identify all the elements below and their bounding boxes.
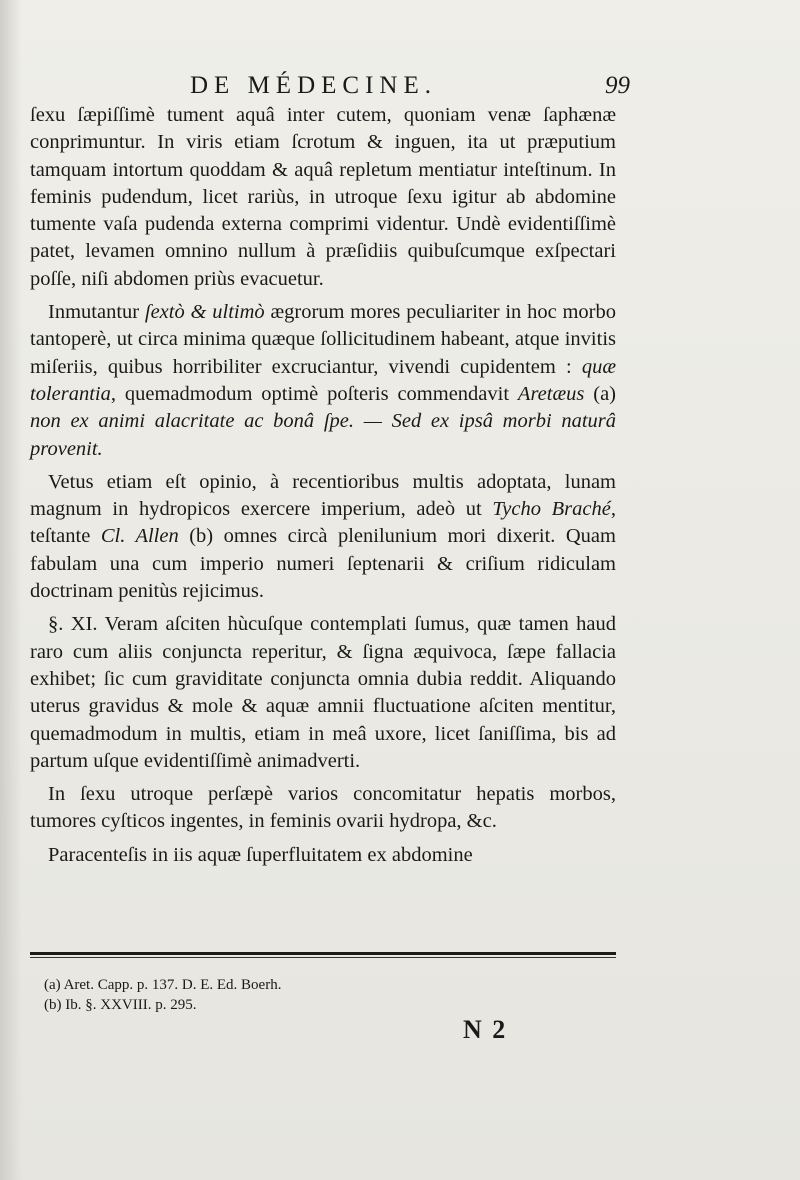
paragraph-6: Paracenteſis in iis aquæ ſuperfluitatem ex abdomine [48, 843, 473, 866]
text-run: Inmutantur [48, 301, 145, 324]
text-run: Vetus etiam eſt opinio, à recentioribus multis adoptata, lunam magnum in hydropicos exercere imperium, adeò ut [30, 470, 616, 521]
page-number: 99 [605, 72, 630, 99]
text-run: ægrorum mores peculiariter in hoc morbo tantoperè, ut circa minima quæque ſollicitudinem habeant, atque invitis miſeriis, quibus horribiliter excruciantur, vivendi cupidentem : [30, 301, 616, 378]
paragraph-1: ſexu ſæpiſſimè tument aquâ inter cutem, quoniam venæ ſaphænæ conprimuntur. In viris etiam ſcrotum & inguen, ita ut præputium tamquam intortum quoddam & aquâ repletum mentiatur inteſtinum. In feminis pudendum, licet rariùs, in utroque ſexu igitur ab abdomine tumente vaſa pudenda externa comprimi videntur. Undè evidentiſſimè patet, levamen omnino nullum à præſidiis quibuſcumque exſpectari poſſe, niſi abdomen priùs evacuetur. [30, 104, 616, 290]
paragraph-3 [30, 469, 616, 605]
text-run: (b) omnes circà plenilunium mori dixerit. Quam fabulam una cum imperio numeri ſeptenarii & criſium ridiculam doctrinam penitùs rejicimus. [30, 525, 616, 603]
paragraph-4: §. XI. Veram aſciten hùcuſque contemplati ſumus, quæ tamen haud raro cum aliis conjuncta reperitur, & ſigna æquivoca, ſæpe fallacia exhibet; ſic cum graviditate conjuncta omnia dubia reddit. Aliquando uterus gravidus & mole & aquæ amnii fluctuatione aſciten mentitur, quemadmodum in multis, etiam in meâ uxore, licet ſaniſſima, bis ad partum uſque evidentiſſimè animadverti. [30, 613, 616, 772]
italic-quote: non ex animi alacritate ac bonâ ſpe. — Sed ex ipsâ morbi naturâ provenit. [30, 410, 616, 460]
italic-quote: quæ tolerantia [30, 355, 616, 405]
footnote-divider [30, 952, 616, 955]
page-header [190, 72, 630, 102]
paragraph-2 [30, 299, 616, 463]
footnote-ref: (a) [584, 382, 616, 405]
footnote-b: (b) Ib. §. XXVIII. p. 295. [44, 997, 197, 1013]
signature-mark: N 2 [463, 1015, 508, 1044]
running-head: DE MÉDECINE. [190, 72, 437, 99]
person-name: Tycho Braché [492, 498, 611, 521]
footnotes [44, 975, 604, 1015]
main-text [30, 102, 616, 875]
text-run: , quemadmodum optimè poſteris commendavit [110, 382, 518, 405]
italic-run: ſextò & ultimò [144, 301, 265, 324]
person-name: Cl. Allen [100, 525, 179, 548]
text-run: , teſtante [30, 498, 616, 548]
footnote-divider-thin [30, 957, 616, 958]
author-name: Aretæus [517, 382, 585, 405]
footnote-a: (a) Aret. Capp. p. 137. D. E. Ed. Boerh. [44, 977, 282, 993]
paragraph-5: In ſexu utroque perſæpè varios concomitatur hepatis morbos, tumores cyſticos ingentes, in feminis ovarii hydropa, &c. [30, 783, 616, 833]
